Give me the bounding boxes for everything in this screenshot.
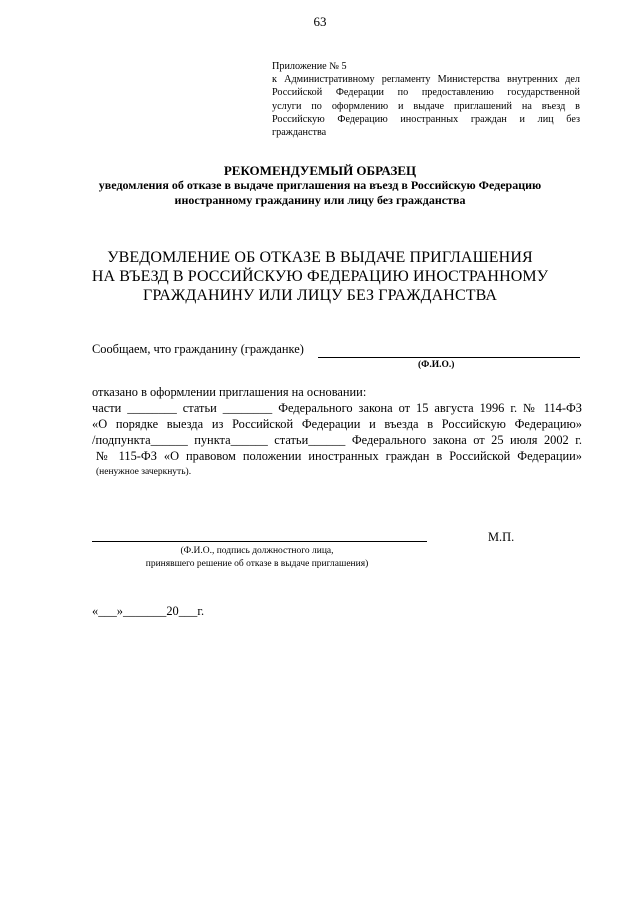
fio-blank-line [318,357,580,358]
refused-text: отказано в оформлении приглашения на основании: [92,385,367,399]
annex-line: услуги по оформлению и выдаче приглашений на въезд в [272,100,580,112]
signature-caption-line: принявшего решение об отказе в выдаче приглашения) [145,559,369,569]
sample-heading: РЕКОМЕНДУЕМЫЙ ОБРАЗЕЦ [223,163,417,178]
annex-line: гражданства [272,127,327,139]
sample-subheading [60,178,580,208]
annex-line: к Административному регламенту Министерства внутренних дел [272,74,580,86]
annex-block [272,60,580,139]
inform-text: Сообщаем, что гражданину (гражданке) [92,342,304,356]
legal-line: /подпункта______ пункта______ статьи______ Федерального закона от 25 июля 2002 г. [92,433,582,447]
notice-title-line: ГРАЖДАНИНУ ИЛИ ЛИЦУ БЕЗ ГРАЖДАНСТВА [142,287,498,304]
strike-note: (ненужное зачеркнуть). [96,467,192,477]
legal-line: «О порядке выезда из Российской Федерации и въезда в Российскую Федерацию» [92,417,582,431]
signature-line [92,541,427,542]
notice-title-line: УВЕДОМЛЕНИЕ ОБ ОТКАЗЕ В ВЫДАЧЕ ПРИГЛАШЕНИЯ [107,249,533,266]
page-number: 63 [313,14,327,29]
stamp-place: М.П. [488,530,515,544]
notice-title-line: НА ВЪЕЗД В РОССИЙСКУЮ ФЕДЕРАЦИЮ ИНОСТРАННОМУ [91,268,549,285]
annex-line: Российской Федерации по предоставлению государственной [272,87,580,99]
date-field: «___»_______20___г. [92,604,205,618]
sample-subheading-line: иностранному гражданину или лицу без гражданства [174,193,466,207]
sample-subheading-line: уведомления об отказе в выдаче приглашения на въезд в Российскую Федерацию [98,178,542,192]
signature-caption-line: (Ф.И.О., подпись должностного лица, [180,546,334,556]
signature-caption [92,545,422,571]
legal-line: № 115-ФЗ «О правовом положении иностранных граждан в Российской Федерации» [96,449,582,463]
notice-title [60,248,580,305]
fio-caption: (Ф.И.О.) [418,360,455,370]
annex-line: Российскую Федерацию иностранных граждан и лиц без [272,113,580,125]
legal-line: части ________ статьи ________ Федерального закона от 15 августа 1996 г. № 114-ФЗ [92,401,582,415]
annex-title: Приложение № 5 [272,61,347,72]
